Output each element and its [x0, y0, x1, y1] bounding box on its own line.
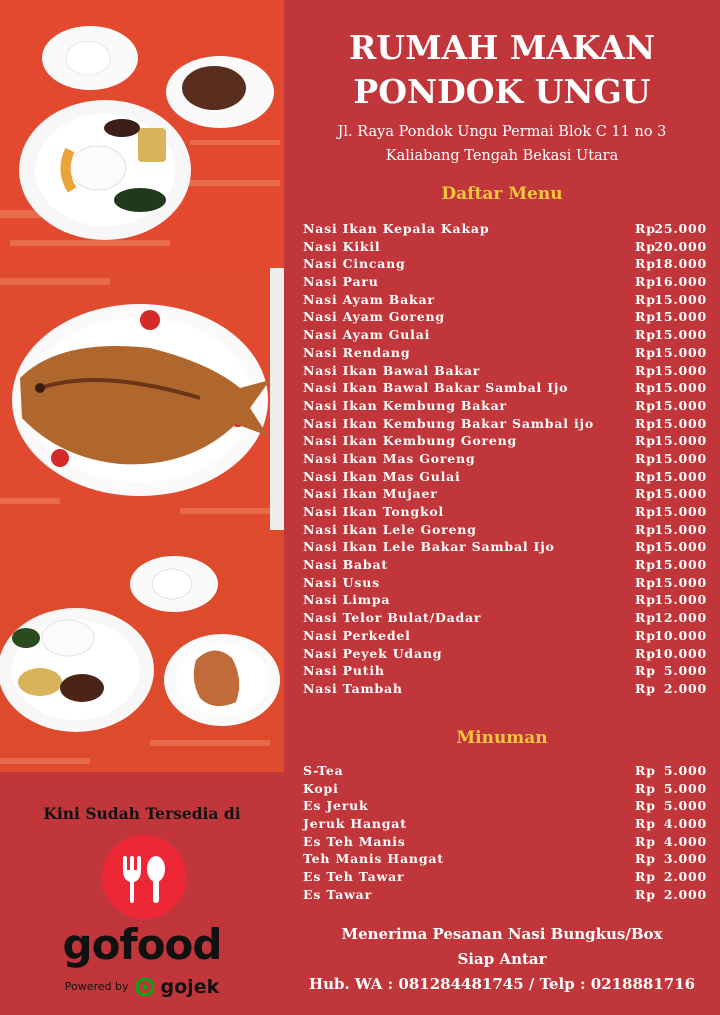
- menu-item-currency: Rp: [635, 557, 656, 573]
- footer-contact: Hub. WA : 081284481745 / Telp : 0218881716: [308, 975, 696, 993]
- food-plate-rice-chicken-photo: [0, 530, 284, 772]
- gojek-icon: [136, 978, 154, 996]
- drink-item-currency: Rp: [635, 833, 656, 849]
- menu-item-row: [303, 485, 707, 503]
- menu-item-currency: Rp: [635, 433, 656, 449]
- menu-item-currency: Rp: [635, 362, 656, 378]
- drink-item-price: 4.000: [663, 833, 707, 849]
- menu-item-price: 10.000: [654, 645, 707, 661]
- drink-item-row: [303, 797, 707, 815]
- drink-item-row: [303, 815, 707, 833]
- footer-order-info: Menerima Pesanan Nasi Bungkus/Box: [341, 925, 663, 943]
- food-menu-list: [303, 220, 707, 698]
- menu-item-currency: Rp: [635, 238, 656, 254]
- drinks-heading: Minuman: [456, 728, 548, 748]
- menu-item-currency: Rp: [635, 504, 656, 519]
- menu-item-name: Nasi Peyek Udang: [303, 645, 443, 661]
- drink-item-price: 5.000: [663, 798, 707, 814]
- menu-item-price: 16.000: [654, 274, 707, 290]
- drink-item-price: 2.000: [663, 869, 707, 885]
- menu-item-name: Nasi Ikan Bawal Bakar Sambal Ijo: [303, 380, 569, 396]
- menu-item-currency: Rp: [635, 468, 656, 484]
- menu-item-row: [303, 397, 707, 415]
- menu-item-name: Nasi Usus: [303, 574, 380, 590]
- menu-item-name: Nasi Ikan Bawal Bakar: [303, 362, 481, 378]
- menu-item-currency: Rp: [635, 221, 656, 236]
- gofood-wordmark: gofood: [62, 920, 222, 969]
- drinks-menu-list: [303, 762, 707, 904]
- drink-item-row: [303, 833, 707, 851]
- menu-item-name: Nasi Paru: [303, 274, 379, 290]
- menu-item-name: Nasi Ikan Mujaer: [303, 486, 438, 502]
- menu-item-price: 15.000: [654, 557, 707, 573]
- menu-item-row: [303, 255, 707, 273]
- menu-item-currency: Rp: [635, 486, 656, 502]
- menu-item-currency: Rp: [635, 274, 656, 290]
- menu-item-name: Nasi Kikil: [303, 238, 381, 254]
- menu-item-price: 20.000: [654, 238, 707, 254]
- menu-item-currency: Rp: [635, 450, 656, 466]
- drink-item-row: [303, 780, 707, 798]
- menu-item-row: [303, 574, 707, 592]
- menu-item-name: Nasi Ikan Mas Goreng: [303, 450, 476, 466]
- menu-item-currency: Rp: [635, 645, 656, 661]
- menu-item-price: 15.000: [654, 327, 707, 343]
- menu-heading: Daftar Menu: [441, 184, 563, 204]
- menu-item-name: Nasi Limpa: [303, 592, 391, 608]
- menu-item-row: [303, 556, 707, 574]
- menu-item-name: Nasi Tambah: [303, 680, 403, 696]
- drink-item-name: Es Jeruk: [303, 798, 369, 814]
- menu-item-price: 15.000: [654, 521, 707, 537]
- menu-item-name: Nasi Telor Bulat/Dadar: [303, 610, 482, 626]
- title-line-1: RUMAH MAKAN: [348, 28, 656, 67]
- drink-item-price: 5.000: [663, 763, 707, 778]
- menu-item-name: Nasi Perkedel: [303, 627, 411, 643]
- menu-item-price: 15.000: [654, 397, 707, 413]
- menu-item-row: [303, 680, 707, 698]
- menu-item-row: [303, 379, 707, 397]
- menu-item-name: Nasi Ikan Kembung Goreng: [303, 433, 518, 449]
- menu-item-row: [303, 415, 707, 433]
- menu-item-price: 15.000: [654, 468, 707, 484]
- gofood-caption: Kini Sudah Tersedia di: [43, 804, 241, 823]
- menu-item-price: 15.000: [654, 486, 707, 502]
- menu-item-name: Nasi Ikan Lele Goreng: [303, 521, 477, 537]
- gofood-fork-spoon-icon: [101, 834, 187, 920]
- grilled-fish-photo: [0, 268, 270, 530]
- drink-item-name: Kopi: [303, 780, 339, 796]
- powered-by-label: Powered by: [64, 980, 129, 993]
- restaurant-address: [284, 120, 720, 168]
- menu-item-price: 15.000: [654, 309, 707, 325]
- drink-item-row: [303, 850, 707, 868]
- drink-item-row: [303, 762, 707, 780]
- menu-item-price: 15.000: [654, 450, 707, 466]
- drink-item-currency: Rp: [635, 851, 656, 867]
- menu-item-name: Nasi Ayam Goreng: [303, 309, 445, 325]
- menu-item-currency: Rp: [635, 309, 656, 325]
- menu-item-price: 18.000: [654, 256, 707, 272]
- menu-item-price: 15.000: [654, 362, 707, 378]
- drink-item-price: 4.000: [663, 816, 707, 832]
- menu-item-price: 15.000: [654, 574, 707, 590]
- menu-item-currency: Rp: [635, 327, 656, 343]
- menu-item-price: 15.000: [654, 539, 707, 555]
- menu-item-row: [303, 468, 707, 486]
- menu-item-currency: Rp: [635, 627, 656, 643]
- menu-item-price: 10.000: [654, 627, 707, 643]
- gojek-wordmark: gojek: [160, 976, 220, 998]
- menu-item-price: 15.000: [654, 380, 707, 396]
- menu-item-row: [303, 273, 707, 291]
- menu-item-currency: Rp: [635, 380, 656, 396]
- gofood-promo: [0, 772, 284, 1015]
- menu-item-currency: Rp: [635, 256, 656, 272]
- drink-item-currency: Rp: [635, 869, 656, 885]
- menu-item-currency: Rp: [635, 592, 656, 608]
- menu-item-row: [303, 503, 707, 521]
- menu-item-currency: Rp: [635, 539, 656, 555]
- menu-item-currency: Rp: [635, 415, 656, 431]
- restaurant-title: [284, 26, 720, 114]
- drink-item-name: Es Tawar: [303, 886, 372, 902]
- menu-item-name: Nasi Ikan Kepala Kakap: [303, 221, 490, 236]
- menu-item-row: [303, 627, 707, 645]
- menu-item-row: [303, 538, 707, 556]
- menu-column: [284, 0, 720, 1015]
- menu-item-currency: Rp: [635, 574, 656, 590]
- menu-item-price: 15.000: [654, 592, 707, 608]
- menu-item-name: Nasi Ikan Mas Gulai: [303, 468, 461, 484]
- drink-item-currency: Rp: [635, 798, 656, 814]
- menu-item-currency: Rp: [635, 397, 656, 413]
- menu-item-price: 15.000: [654, 504, 707, 519]
- menu-item-price: 15.000: [654, 344, 707, 360]
- menu-item-row: [303, 645, 707, 663]
- photo-column: [0, 0, 284, 1015]
- address-line-1: Jl. Raya Pondok Ungu Permai Blok C 11 no 3: [337, 124, 667, 140]
- menu-item-currency: Rp: [635, 663, 656, 679]
- menu-item-name: Nasi Ikan Lele Bakar Sambal Ijo: [303, 539, 555, 555]
- menu-item-row: [303, 291, 707, 309]
- menu-item-name: Nasi Rendang: [303, 344, 411, 360]
- menu-item-row: [303, 591, 707, 609]
- menu-item-currency: Rp: [635, 680, 656, 696]
- drink-item-name: Teh Manis Hangat: [303, 851, 444, 867]
- menu-item-currency: Rp: [635, 291, 656, 307]
- menu-item-row: [303, 609, 707, 627]
- menu-item-row: [303, 308, 707, 326]
- menu-item-currency: Rp: [635, 610, 656, 626]
- drink-item-currency: Rp: [635, 886, 656, 902]
- drink-item-name: Jeruk Hangat: [303, 816, 407, 832]
- menu-item-name: Nasi Ayam Bakar: [303, 291, 435, 307]
- menu-item-name: Nasi Ikan Kembung Bakar Sambal ijo: [303, 415, 594, 431]
- menu-item-price: 15.000: [654, 291, 707, 307]
- menu-item-name: Nasi Babat: [303, 557, 388, 573]
- menu-item-price: 15.000: [654, 433, 707, 449]
- drink-item-price: 3.000: [663, 851, 707, 867]
- menu-item-row: [303, 432, 707, 450]
- menu-item-row: [303, 238, 707, 256]
- food-plate-rice-vegetables-photo: [0, 0, 284, 268]
- menu-item-price: 15.000: [654, 415, 707, 431]
- address-line-2: Kaliabang Tengah Bekasi Utara: [385, 148, 619, 164]
- drink-item-name: S-Tea: [303, 763, 344, 778]
- drink-item-name: Es Teh Tawar: [303, 869, 405, 885]
- powered-by-gojek: [0, 976, 284, 998]
- menu-item-name: Nasi Ikan Kembung Bakar: [303, 397, 507, 413]
- menu-item-price: 2.000: [663, 680, 707, 696]
- food-photo-fish: [0, 268, 284, 530]
- menu-item-name: Nasi Cincang: [303, 256, 406, 272]
- drink-item-row: [303, 886, 707, 904]
- menu-item-name: Nasi Ikan Tongkol: [303, 504, 445, 519]
- menu-item-row: [303, 450, 707, 468]
- drink-item-price: 5.000: [663, 780, 707, 796]
- menu-item-row: [303, 521, 707, 539]
- menu-item-price: 25.000: [654, 221, 707, 236]
- menu-item-row: [303, 220, 707, 238]
- menu-item-row: [303, 344, 707, 362]
- drink-item-price: 2.000: [663, 886, 707, 902]
- menu-item-price: 12.000: [654, 610, 707, 626]
- menu-item-name: Nasi Putih: [303, 663, 385, 679]
- footer-delivery: Siap Antar: [457, 950, 547, 968]
- drink-item-currency: Rp: [635, 816, 656, 832]
- drink-item-currency: Rp: [635, 763, 656, 778]
- menu-item-name: Nasi Ayam Gulai: [303, 327, 431, 343]
- menu-item-row: [303, 326, 707, 344]
- food-photo-plates: [0, 0, 284, 268]
- title-line-2: PONDOK UNGU: [353, 72, 651, 111]
- menu-item-price: 5.000: [663, 663, 707, 679]
- menu-item-row: [303, 362, 707, 380]
- food-photo-chicken: [0, 530, 284, 772]
- menu-item-currency: Rp: [635, 344, 656, 360]
- menu-item-row: [303, 662, 707, 680]
- drink-item-row: [303, 868, 707, 886]
- menu-item-currency: Rp: [635, 521, 656, 537]
- drink-item-name: Es Teh Manis: [303, 833, 406, 849]
- drink-item-currency: Rp: [635, 780, 656, 796]
